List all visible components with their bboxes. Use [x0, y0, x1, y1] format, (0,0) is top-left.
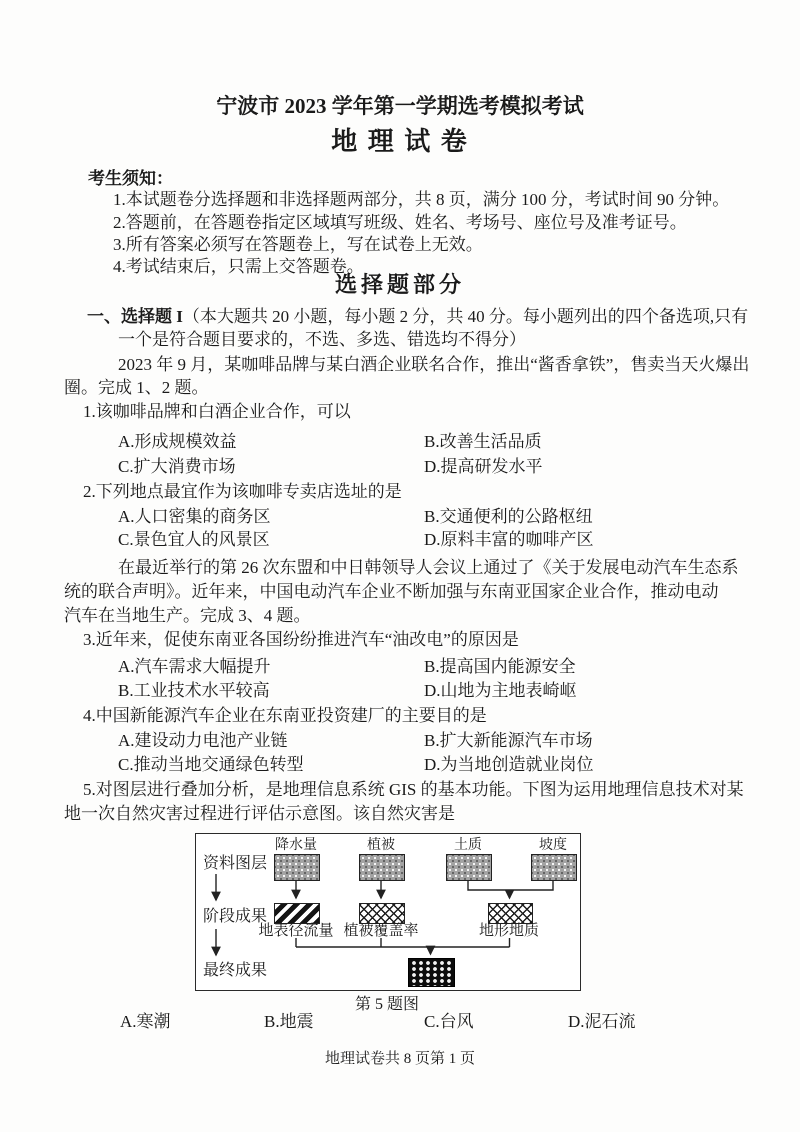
option-b: B.交通便利的公路枢纽 — [424, 507, 593, 526]
layer-label-precipitation: 降水量 — [275, 838, 317, 853]
layer-label-soil: 土质 — [454, 838, 482, 853]
notice-heading: 考生须知： — [88, 169, 173, 188]
exam-title: 宁波市 2023 学年第一学期选考模拟考试 — [216, 94, 584, 118]
layer-box-soil — [446, 854, 492, 881]
option-a: A.汽车需求大幅提升 — [118, 657, 271, 676]
option-c: C.景色宜人的风景区 — [118, 530, 270, 549]
stage-box-runoff — [274, 903, 320, 924]
question5-figure — [195, 833, 581, 991]
question-stem: 3.近年来，促使东南亚各国纷纷推进汽车“油改电”的原因是 — [83, 630, 519, 649]
option-b: B.地震 — [264, 1012, 314, 1031]
question-stem: 4.中国新能源汽车企业在东南亚投资建厂的主要目的是 — [83, 706, 487, 725]
final-result-box — [408, 958, 455, 987]
part-heading: 选择题部分 — [334, 272, 465, 297]
option-a: A.建设动力电池产业链 — [118, 731, 288, 750]
stage-label-coverage: 植被覆盖率 — [343, 923, 419, 939]
option-d: D.原料丰富的咖啡产区 — [424, 530, 594, 549]
option-c: C.台风 — [424, 1012, 474, 1031]
stage-label-runoff: 地表径流量 — [258, 923, 334, 939]
passage-line: 在最近举行的第 26 次东盟和中日韩领导人会议上通过了《关于发展电动汽车生态系 — [118, 558, 739, 577]
option-a: A.寒潮 — [120, 1012, 171, 1031]
option-d: D.山地为主地表崎岖 — [424, 681, 577, 700]
notice-item: 3.所有答案必须写在答题卷上，写在试卷上无效。 — [113, 235, 483, 254]
notice-item: 4.考试结束后，只需上交答题卷。 — [113, 257, 364, 276]
question-stem: 5.对图层进行叠加分析，是地理信息系统 GIS 的基本功能。下图为运用地理信息技术对某 — [83, 780, 744, 799]
section-intro-rules: （本大题共 20 小题，每小题 2 分，共 40 分。每小题列出的四个备选项,只有 — [182, 307, 749, 326]
stage-label-terrain: 地形地质 — [478, 923, 539, 939]
section-intro-line2: 一个是符合题目要求的，不选、多选、错选均不得分） — [118, 330, 526, 349]
option-c: C.推动当地交通绿色转型 — [118, 755, 304, 774]
notice-item: 2.答题前，在答题卷指定区域填写班级、姓名、考场号、座位号及准考证号。 — [113, 213, 687, 232]
passage-line: 汽车在当地生产。完成 3、4 题。 — [64, 606, 311, 625]
layer-label-vegetation: 植被 — [367, 838, 395, 853]
question-stem-line2: 地一次自然灾害过程进行评估示意图。该自然灾害是 — [64, 804, 455, 823]
layer-label-slope: 坡度 — [539, 838, 567, 853]
option-b: B.改善生活品质 — [424, 432, 542, 451]
layer-box-slope — [531, 854, 577, 881]
exam-subtitle: 地 理 试 卷 — [331, 127, 469, 156]
option-b: B.扩大新能源汽车市场 — [424, 731, 593, 750]
option-a: A.形成规模效益 — [118, 432, 237, 451]
section-intro-number: 一、选择题 I — [87, 307, 183, 326]
layer-box-vegetation — [359, 854, 405, 881]
question-stem: 2.下列地点最宜作为该咖啡专卖店选址的是 — [83, 482, 402, 501]
option-b: B.提高国内能源安全 — [424, 657, 576, 676]
passage-line: 圈。完成 1、2 题。 — [64, 378, 209, 397]
option-a: A.人口密集的商务区 — [118, 507, 271, 526]
passage-line: 统的联合声明》。近年来，中国电动汽车企业不断加强与东南亚国家企业合作，推动电动 — [64, 582, 719, 601]
page-footer: 地理试卷共 8 页第 1 页 — [324, 1051, 475, 1067]
figure-row-label: 阶段成果 — [203, 908, 268, 925]
option-d: D.为当地创造就业岗位 — [424, 755, 594, 774]
passage-line: 2023 年 9 月，某咖啡品牌与某白酒企业联名合作，推出“酱香拿铁”，售卖当天火爆出 — [118, 355, 750, 374]
stage-box-terrain — [488, 903, 533, 924]
option-d: D.提高研发水平 — [424, 457, 543, 476]
question-stem: 1.该咖啡品牌和白酒企业合作，可以 — [83, 402, 351, 421]
stage-box-coverage — [359, 903, 405, 924]
layer-box-precipitation — [274, 854, 320, 881]
option-c: B.工业技术水平较高 — [118, 681, 270, 700]
option-d: D.泥石流 — [568, 1012, 636, 1031]
option-c: C.扩大消费市场 — [118, 457, 236, 476]
figure-row-label: 最终成果 — [203, 962, 268, 979]
figure-caption: 第 5 题图 — [354, 996, 419, 1013]
notice-item: 1.本试题卷分选择题和非选择题两部分，共 8 页，满分 100 分，考试时间 90 分钟。 — [113, 190, 730, 209]
section-intro — [87, 306, 748, 327]
figure-row-label: 资料图层 — [203, 855, 268, 872]
